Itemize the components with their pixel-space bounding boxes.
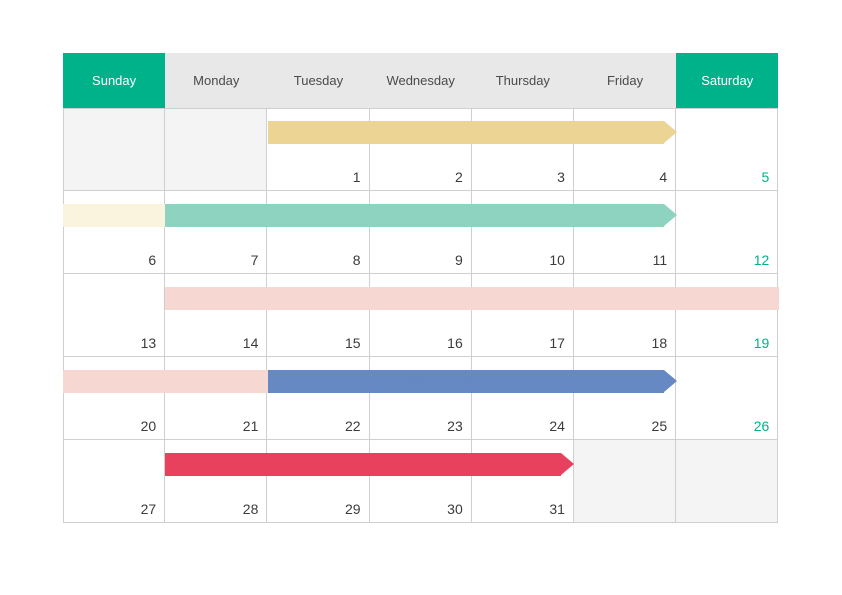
day-number: 28 [242,501,259,517]
day-number: 22 [344,418,361,434]
day-number: 4 [659,169,668,185]
day-number: 10 [549,252,565,268]
calendar-day-cell[interactable] [267,357,369,440]
day-number: 7 [250,252,259,268]
day-number: 12 [753,252,770,268]
day-number: 20 [140,418,157,434]
day-number: 9 [454,252,463,268]
calendar-day-cell[interactable] [63,191,165,274]
day-number: 30 [447,501,463,517]
event-bar-label: 片面A4チラシ制作（5日） [346,210,483,223]
day-number: 24 [549,418,565,434]
weekday-header-saturday: Saturday [676,53,778,108]
day-number: 21 [242,418,259,434]
weekday-header-row [63,53,779,108]
day-number: 14 [242,335,259,351]
calendar-day-cell[interactable] [63,274,165,357]
event-bar-label: Webバナー制作（4日） [302,459,425,472]
day-number: 5 [761,169,770,185]
calendar-day-cell[interactable] [267,191,369,274]
calendar-week-row [63,191,779,274]
day-number: 13 [140,335,157,351]
calendar-day-cell[interactable] [63,108,165,191]
calendar-week-row [63,274,779,357]
day-number: 27 [140,501,157,517]
calendar-week-row [63,108,779,191]
weekday-header-monday: Monday [165,53,267,108]
calendar-day-cell[interactable] [370,440,472,523]
calendar-day-cell[interactable] [676,440,778,523]
weekday-header-friday: Friday [574,53,676,108]
day-number: 19 [753,335,770,351]
week-grid [63,357,779,440]
day-number: 23 [447,418,463,434]
calendar-week-row [63,440,779,523]
day-number: 17 [549,335,565,351]
calendar-day-cell[interactable] [676,357,778,440]
calendar-day-cell[interactable] [63,357,165,440]
calendar-day-cell[interactable] [472,274,574,357]
calendar-day-cell[interactable] [370,191,472,274]
event-bar-label: リーフレット制作（6日） [406,293,538,306]
calendar-chart [63,53,779,523]
calendar-day-cell[interactable] [472,357,574,440]
calendar-day-cell[interactable] [165,191,267,274]
calendar-day-cell[interactable] [267,440,369,523]
calendar-day-cell[interactable] [472,191,574,274]
week-grid [63,274,779,357]
calendar-day-cell[interactable] [165,440,267,523]
calendar-day-cell[interactable] [267,108,369,191]
day-number: 6 [148,252,157,268]
calendar-day-cell[interactable] [267,274,369,357]
day-number: 8 [352,252,361,268]
calendar-day-cell[interactable] [676,108,778,191]
calendar-weeks [63,108,779,523]
calendar-day-cell[interactable] [165,108,267,191]
week-grid [63,191,779,274]
calendar-day-cell[interactable] [165,357,267,440]
week-grid [63,440,779,523]
weekday-header-tuesday: Tuesday [267,53,369,108]
calendar-day-cell[interactable] [370,357,472,440]
day-number: 26 [753,418,770,434]
event-bar-label: 商品ラベル制作（4日） [404,376,527,389]
calendar-day-cell[interactable] [63,440,165,523]
calendar-day-cell[interactable] [574,440,676,523]
weekday-header-thursday: Thursday [472,53,574,108]
weekday-header-sunday: Sunday [63,53,165,108]
calendar-day-cell[interactable] [676,191,778,274]
calendar-day-cell[interactable] [574,108,676,191]
day-number: 31 [549,501,565,517]
day-number: 18 [651,335,668,351]
day-number: 15 [344,335,361,351]
calendar-day-cell[interactable] [676,274,778,357]
calendar-day-cell[interactable] [472,108,574,191]
day-number: 11 [652,252,668,268]
calendar-day-cell[interactable] [370,108,472,191]
day-number: 29 [344,501,361,517]
calendar-day-cell[interactable] [472,440,574,523]
day-number: 25 [651,418,668,434]
calendar-day-cell[interactable] [370,274,472,357]
day-number: 3 [557,169,565,185]
weekday-header-wednesday: Wednesday [370,53,472,108]
day-number: 2 [454,169,463,185]
day-number: 16 [447,335,463,351]
calendar-day-cell[interactable] [165,274,267,357]
event-bar-label: ロゴ制作（4日） [422,127,510,140]
week-grid [63,108,779,191]
calendar-day-cell[interactable] [574,274,676,357]
calendar-day-cell[interactable] [574,191,676,274]
calendar-day-cell[interactable] [574,357,676,440]
day-number: 1 [352,169,361,185]
calendar-week-row [63,357,779,440]
